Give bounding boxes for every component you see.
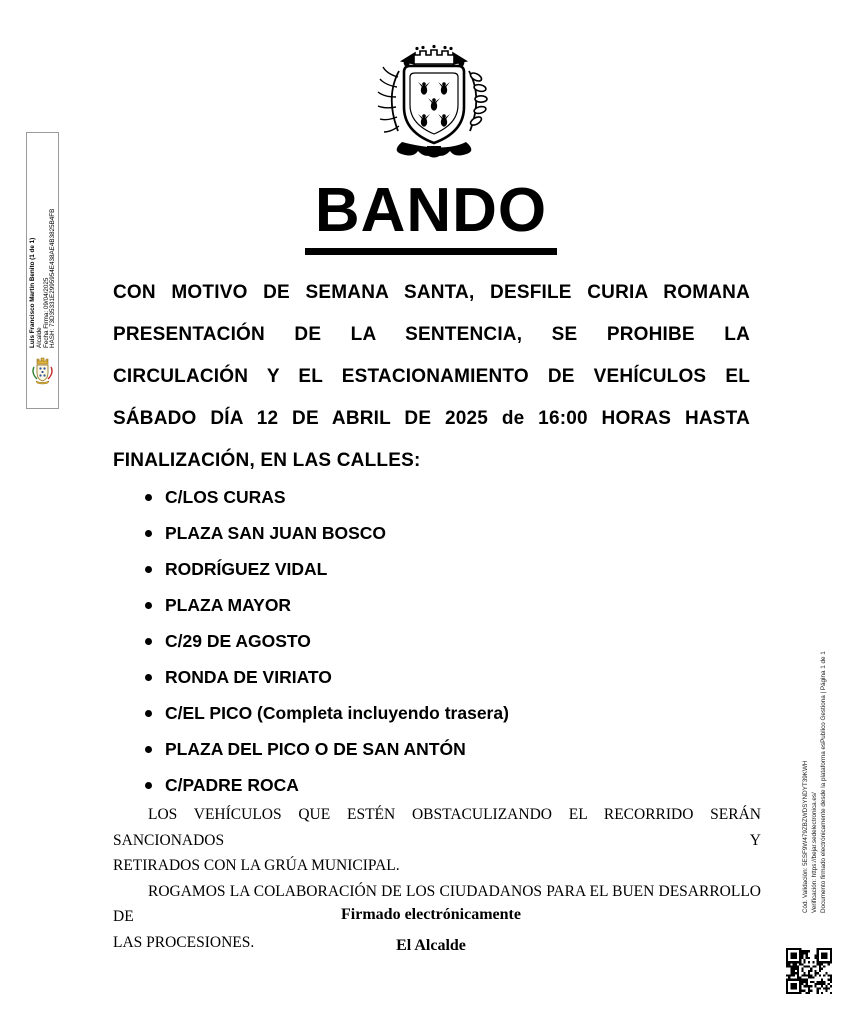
signature-stamp-box — [26, 132, 59, 409]
validation-line: Cód. Validación: 5ESF9W479ZBZWDSYNDYT39KWH — [802, 760, 809, 913]
intro-line: CIRCULACIÓN Y EL ESTACIONAMIENTO DE VEHÍCULOS EL — [113, 366, 750, 387]
validation-footer-text — [801, 623, 828, 913]
street-name: C/EL PICO (Completa incluyendo trasera) — [165, 702, 509, 723]
street-name: PLAZA DEL PICO O DE SAN ANTÓN — [165, 738, 466, 759]
bullet-dot-icon — [145, 494, 152, 501]
street-item — [145, 702, 745, 724]
bullet-dot-icon — [145, 746, 152, 753]
street-item — [145, 630, 745, 652]
street-item — [145, 522, 745, 544]
page-title: BANDO — [305, 180, 557, 255]
validation-line: Verificación: https://bejar.sedelectronica.es/ — [811, 792, 818, 913]
signature-stamp-text — [30, 136, 57, 348]
signature-role: El Alcalde — [396, 937, 466, 954]
bullet-dot-icon — [145, 602, 152, 609]
qr-code-icon — [786, 948, 832, 994]
street-item — [145, 666, 745, 688]
street-name: RODRÍGUEZ VIDAL — [165, 558, 328, 579]
street-item — [145, 594, 745, 616]
coat-of-arms-icon — [368, 40, 500, 168]
bullet-dot-icon — [145, 674, 152, 681]
closing-line: RETIRADOS CON LA GRÚA MUNICIPAL. — [113, 857, 400, 874]
street-name: RONDA DE VIRIATO — [165, 666, 332, 687]
intro-line: PRESENTACIÓN DE LA SENTENCIA, SE PROHIBE LA — [113, 324, 750, 345]
validation-line: Documento firmado electrónicamente desde la plataforma esPublico Gestiona | Página 1 de 1 — [820, 651, 827, 913]
bullet-dot-icon — [145, 566, 152, 573]
signature-method: Firmado electrónicamente — [341, 906, 521, 923]
closing-line: LOS VEHÍCULOS QUE ESTÉN OBSTACULIZANDO EL RECORRIDO SERÁN SANCIONADOS Y — [113, 806, 761, 849]
street-name: C/PADRE ROCA — [165, 774, 299, 795]
title-wrap — [0, 176, 862, 255]
street-item — [145, 486, 745, 508]
bullet-dot-icon — [145, 710, 152, 717]
street-name: PLAZA MAYOR — [165, 594, 292, 615]
intro-line: SÁBADO DÍA 12 DE ABRIL DE 2025 de 16:00 HORAS HASTA — [113, 408, 750, 429]
signature-block — [0, 906, 862, 968]
mini-coat-of-arms-icon — [30, 354, 55, 386]
intro-line: FINALIZACIÓN, EN LAS CALLES: — [113, 450, 421, 471]
street-name: PLAZA SAN JUAN BOSCO — [165, 522, 387, 543]
intro-paragraph — [113, 272, 750, 482]
stamp-line: Alcalde — [35, 327, 43, 348]
stamp-line: HASH: 73D35331E2995954E438AE4B3825B4FB — [49, 208, 57, 348]
intro-line: CON MOTIVO DE SEMANA SANTA, DESFILE CURIA ROMANA — [113, 282, 750, 303]
street-list — [145, 486, 745, 810]
street-name: C/29 DE AGOSTO — [165, 630, 311, 651]
stamp-line: Luis Francisco Martín Benito (1 de 1) — [29, 237, 36, 348]
closing-line: ROGAMOS LA COLABORACIÓN DE LOS CIUDADANOS PARA EL BUEN DESARROLLO DE — [113, 882, 761, 925]
street-item — [145, 738, 745, 760]
stamp-line: Fecha Firma: 09/04/2025 — [42, 277, 50, 348]
street-name: C/LOS CURAS — [165, 486, 286, 507]
bullet-dot-icon — [145, 530, 152, 537]
street-item — [145, 774, 745, 796]
closing-line: LAS PROCESIONES. — [113, 933, 255, 951]
street-item — [145, 558, 745, 580]
bullet-dot-icon — [145, 638, 152, 645]
bullet-dot-icon — [145, 782, 152, 789]
